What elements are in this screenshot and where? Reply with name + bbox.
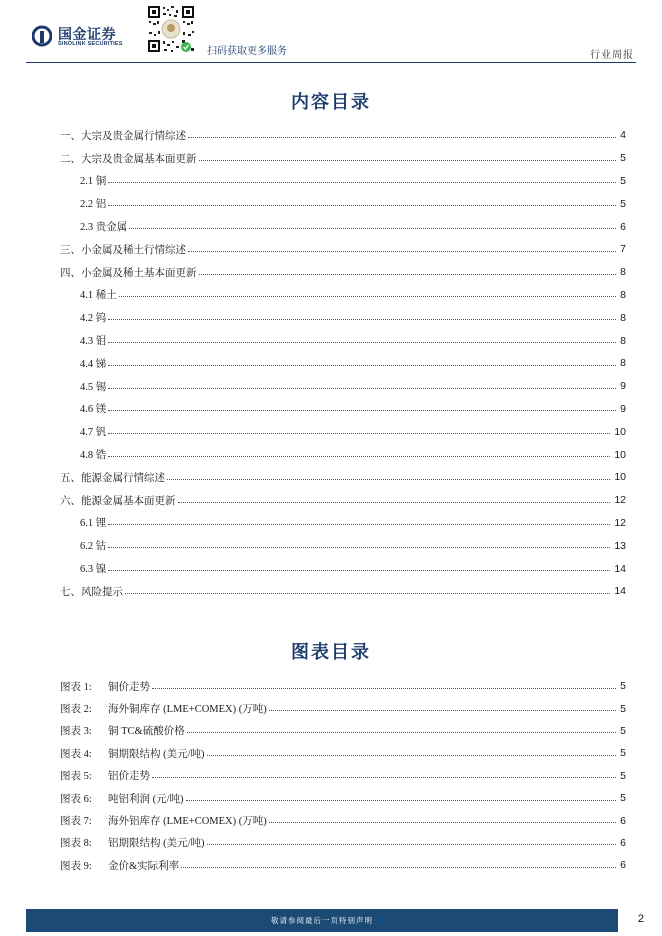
toc-entry-label: 2.1 铜	[80, 176, 107, 188]
toc-entry-label: 三、小金属及稀土行情综述	[60, 244, 186, 256]
toc-entry-label: 6.3 镍	[80, 564, 107, 576]
figure-entry[interactable]	[60, 675, 626, 697]
scan-for-services-text: 扫码获取更多服务	[207, 46, 287, 57]
contents-list	[60, 124, 626, 603]
toc-entry-label: 6.2 钴	[80, 541, 107, 553]
toc-leader-dots	[108, 342, 616, 343]
toc-entry[interactable]	[60, 580, 626, 603]
figure-entry-title: 铝期限结构 (美元/吨)	[108, 838, 205, 850]
toc-entry[interactable]	[60, 420, 626, 443]
toc-entry-label: 4.8 锆	[80, 450, 107, 462]
figure-entry-number: 图表 5:	[60, 771, 92, 783]
toc-entry-page: 5	[620, 174, 626, 187]
figure-entry-number: 图表 7:	[60, 816, 92, 828]
toc-entry[interactable]	[60, 443, 626, 466]
toc-leader-dots	[207, 844, 617, 845]
toc-leader-dots	[108, 456, 610, 457]
toc-entry-label: 4.4 锑	[80, 358, 107, 370]
figure-entry-page: 6	[620, 836, 626, 849]
toc-leader-dots	[152, 777, 616, 778]
figure-entry[interactable]	[60, 697, 626, 719]
figure-entry-number: 图表 4:	[60, 748, 92, 760]
figure-entry-page: 6	[620, 859, 626, 872]
toc-entry[interactable]	[60, 124, 626, 147]
toc-entry-page: 14	[614, 562, 626, 575]
figure-entry-number: 图表 9:	[60, 860, 92, 872]
toc-leader-dots	[108, 524, 610, 525]
toc-entry-page: 9	[620, 402, 626, 415]
toc-leader-dots	[108, 570, 610, 571]
toc-entry-page: 8	[620, 266, 626, 279]
toc-entry-page: 5	[620, 152, 626, 165]
figure-entry[interactable]	[60, 720, 626, 742]
toc-leader-dots	[108, 205, 616, 206]
toc-entry-page: 8	[620, 357, 626, 370]
toc-entry-page: 10	[614, 448, 626, 461]
toc-leader-dots	[108, 388, 616, 389]
figure-entry-number: 图表 2:	[60, 704, 92, 716]
toc-entry[interactable]	[60, 306, 626, 329]
toc-entry[interactable]	[60, 534, 626, 557]
toc-entry[interactable]	[60, 398, 626, 421]
toc-entry-label: 四、小金属及稀土基本面更新	[60, 267, 197, 279]
toc-entry-label: 五、能源金属行情综述	[60, 472, 165, 484]
figure-entry-title: 铝价走势	[108, 771, 150, 783]
sinolink-logo-icon	[32, 25, 52, 47]
figure-entry-title: 铜 TC&硫酸价格	[108, 726, 185, 738]
figure-entry-page: 5	[620, 702, 626, 715]
toc-leader-dots	[269, 710, 616, 711]
toc-entry-label: 4.6 镁	[80, 404, 107, 416]
toc-entry-page: 13	[614, 539, 626, 552]
qr-code-icon[interactable]	[146, 4, 196, 54]
toc-leader-dots	[187, 732, 616, 733]
footer-disclaimer-bar	[26, 909, 618, 932]
figure-entry[interactable]	[60, 854, 626, 876]
figure-entry-page: 5	[620, 792, 626, 805]
toc-leader-dots	[108, 410, 616, 411]
toc-entry-label: 4.1 稀土	[80, 290, 117, 302]
figure-entry-title: 海外铝库存 (LME+COMEX) (万吨)	[108, 816, 267, 828]
toc-leader-dots	[152, 688, 616, 689]
toc-entry-page: 6	[620, 220, 626, 233]
toc-leader-dots	[181, 867, 616, 868]
toc-leader-dots	[188, 251, 616, 252]
toc-leader-dots	[207, 755, 617, 756]
toc-entry-label: 二、大宗及贵金属基本面更新	[60, 153, 197, 165]
toc-leader-dots	[199, 274, 617, 275]
header-divider	[26, 62, 636, 63]
toc-leader-dots	[108, 319, 616, 320]
figure-entry[interactable]	[60, 742, 626, 764]
toc-leader-dots	[129, 228, 616, 229]
toc-entry-label: 4.7 钒	[80, 427, 107, 439]
toc-leader-dots	[108, 365, 616, 366]
toc-entry-page: 4	[620, 129, 626, 142]
figure-entry-title: 铜期限结构 (美元/吨)	[108, 748, 205, 760]
toc-entry-page: 10	[614, 425, 626, 438]
toc-leader-dots	[167, 479, 610, 480]
report-type-label: 行业周报	[590, 50, 634, 61]
toc-leader-dots	[199, 160, 617, 161]
figure-entry-page: 5	[620, 769, 626, 782]
sinolink-logo	[32, 24, 142, 52]
figure-entry-title: 吨铝利润 (元/吨)	[108, 793, 184, 805]
toc-entry-page: 8	[620, 288, 626, 301]
toc-leader-dots	[186, 800, 617, 801]
figure-entry[interactable]	[60, 809, 626, 831]
toc-leader-dots	[125, 593, 610, 594]
toc-entry-page: 9	[620, 380, 626, 393]
toc-entry[interactable]	[60, 557, 626, 580]
toc-entry-label: 2.3 贵金属	[80, 222, 128, 234]
toc-entry[interactable]	[60, 261, 626, 284]
toc-entry-page: 12	[614, 516, 626, 529]
toc-entry-label: 4.2 钨	[80, 313, 107, 325]
toc-leader-dots	[269, 822, 616, 823]
toc-entry[interactable]	[60, 170, 626, 193]
toc-entry-label: 七、风险提示	[60, 586, 123, 598]
figure-entry-number: 图表 3:	[60, 726, 92, 738]
toc-leader-dots	[188, 137, 616, 138]
figure-entry-number: 图表 8:	[60, 838, 92, 850]
page-header	[0, 0, 662, 64]
toc-entry[interactable]	[60, 329, 626, 352]
toc-entry-label: 六、能源金属基本面更新	[60, 495, 176, 507]
toc-entry-page: 12	[614, 494, 626, 507]
figures-title: 图表目录	[291, 642, 371, 662]
figure-entry-number: 图表 6:	[60, 793, 92, 805]
figure-entry-title: 铜价走势	[108, 681, 150, 693]
toc-entry[interactable]	[60, 512, 626, 535]
figure-entry-title: 金价&实际利率	[108, 860, 180, 872]
toc-entry[interactable]	[60, 489, 626, 512]
toc-entry-page: 5	[620, 197, 626, 210]
page-number: 2	[637, 913, 644, 925]
figure-entry[interactable]	[60, 765, 626, 787]
toc-entry-label: 2.2 铝	[80, 199, 107, 211]
figure-entry-page: 5	[620, 680, 626, 693]
logo-english-name: SINOLINK SECURITIES	[58, 41, 123, 47]
toc-entry-label: 4.5 锡	[80, 381, 107, 393]
toc-leader-dots	[108, 433, 610, 434]
toc-leader-dots	[119, 296, 616, 297]
toc-entry[interactable]	[60, 147, 626, 170]
logo-chinese-name: 国金证券	[58, 26, 116, 42]
toc-leader-dots	[108, 547, 610, 548]
figure-entry[interactable]	[60, 832, 626, 854]
toc-entry-page: 14	[614, 585, 626, 598]
toc-entry[interactable]	[60, 284, 626, 307]
toc-entry[interactable]	[60, 375, 626, 398]
toc-entry-page: 8	[620, 334, 626, 347]
figures-list	[60, 675, 626, 877]
toc-entry-label: 4.3 钼	[80, 336, 107, 348]
figure-entry-page: 6	[620, 814, 626, 827]
contents-title: 内容目录	[291, 92, 371, 112]
footer-disclaimer-text[interactable]: 敬请参阅最后一页特别声明	[271, 916, 373, 925]
figure-entry-page: 5	[620, 724, 626, 737]
figure-entry-title: 海外铜库存 (LME+COMEX) (万吨)	[108, 704, 267, 716]
toc-entry-label: 6.1 锂	[80, 518, 107, 530]
toc-entry[interactable]	[60, 215, 626, 238]
toc-leader-dots	[178, 502, 611, 503]
toc-entry-page: 10	[614, 471, 626, 484]
toc-leader-dots	[108, 182, 616, 183]
toc-entry-page: 7	[620, 243, 626, 256]
figure-entry-page: 5	[620, 747, 626, 760]
toc-entry[interactable]	[60, 466, 626, 489]
toc-entry[interactable]	[60, 192, 626, 215]
toc-entry-page: 8	[620, 311, 626, 324]
figure-entry-number: 图表 1:	[60, 681, 92, 693]
toc-entry-label: 一、大宗及贵金属行情综述	[60, 130, 186, 142]
toc-entry[interactable]	[60, 352, 626, 375]
figure-entry[interactable]	[60, 787, 626, 809]
toc-entry[interactable]	[60, 238, 626, 261]
